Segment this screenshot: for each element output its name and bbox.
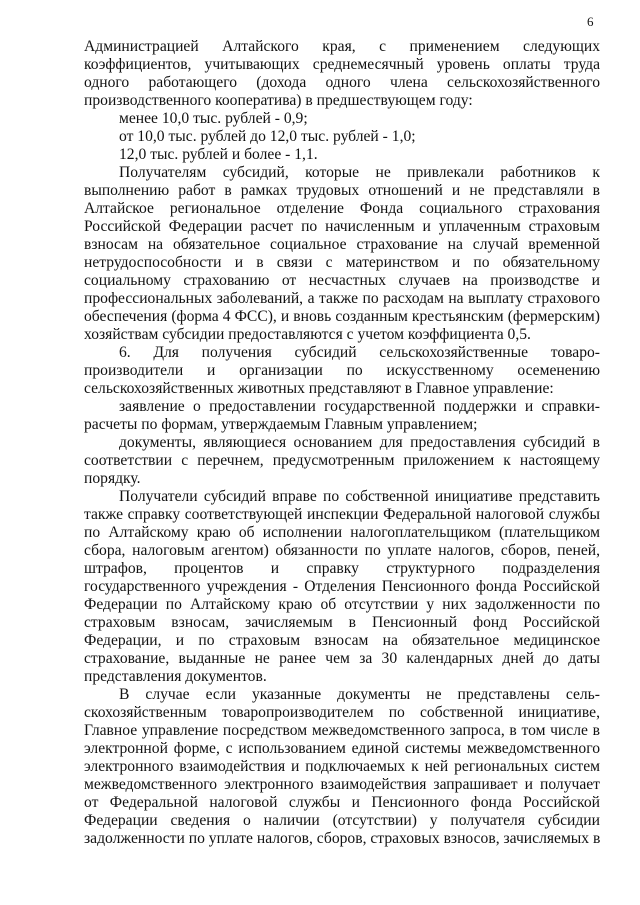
text-line: социальному страхованию от несчастных случаев на производстве и [84,272,600,289]
text-line: электронного взаимодействия и подключаемых к ней региональных систем [84,758,600,775]
text-line: задолженности по уплате налогов, сборов, страховых взносов, зачисляемых в [84,830,600,847]
text-line: по Алтайскому краю об исполнении налогоплательщиком (плательщиком [84,524,600,541]
text-line: 6. Для получения субсидий сельскохозяйственные товаро- [119,344,600,361]
text-line: коэффициентов, учитывающих среднемесячный уровень оплаты труда [84,56,600,73]
text-line: Главное управление посредством межведомственного запроса, в том числе в [84,722,600,739]
text-line: выполнению работ в рамках трудовых отношений и не представляли в [84,182,600,199]
text-line: Получатели субсидий вправе по собственной инициативе представить [119,488,600,505]
text-line: обеспечения (форма 4 ФСС), и вновь созданным крестьянским (фермерским) [84,308,600,325]
text-line: одного работающего (дохода одного члена сельскохозяйственного [84,74,600,91]
text-line: производственного кооператива) в предшествующем году: [84,92,473,109]
text-line: межведомственного электронного взаимодействия запрашивает и получает [84,776,600,793]
text-line: скохозяйственным товаропроизводителем по собственной инициативе, [84,704,600,721]
text-line: производители и организации по искусственному осеменению [84,362,600,379]
text-line: страхование, выданные не ранее чем за 30 календарных дней до даты [84,650,600,667]
text-line: хозяйствам субсидии предоставляются с учетом коэффициента 0,5. [84,326,531,343]
text-line: соответствии с перечнем, предусмотренным приложением к настоящему [84,452,600,469]
text-line: документы, являющиеся основанием для предоставления субсидий в [119,434,600,451]
text-line: электронной форме, с использованием единой системы межведомственного [84,740,600,757]
text-line: Администрацией Алтайского края, с применением следующих [84,38,600,55]
text-line: сельскохозяйственных животных представляют в Главное управление: [84,380,554,397]
text-line: Федерации, и по страховым взносам на обязательное медицинское [84,632,600,649]
text-line: от Федеральной налоговой службы и Пенсионного фонда Российской [84,794,600,811]
text-line: Российской Федерации расчет по начисленным и уплаченным страховым [84,218,600,235]
text-line: страховым взносам, зачисляемым в Пенсионный фонд Российской [84,614,600,631]
text-line: 12,0 тыс. рублей и более - 1,1. [119,146,318,163]
text-line: расчеты по формам, утверждаемым Главным управлением; [84,416,478,433]
text-line: государственного учреждения - Отделения Пенсионного фонда Российской [84,578,600,595]
document-body [84,38,600,848]
text-line: взносам на обязательное социальное страхование на случай временной [84,236,600,253]
text-line: представления документов. [84,668,267,685]
text-line: Федерации сведения о наличии (отсутствии) у получателя субсидии [84,812,600,829]
text-line: В случае если указанные документы не представлены сель- [119,686,600,703]
text-line: также справку соответствующей инспекции Федеральной налоговой службы [84,506,600,523]
text-line: Федерации по Алтайскому краю об отсутствии у них задолженности по [84,596,600,613]
page-number: 6 [587,14,594,29]
text-line: от 10,0 тыс. рублей до 12,0 тыс. рублей - 1,0; [119,128,416,145]
text-line: Получателям субсидий, которые не привлекали работников к [119,164,600,181]
text-line: штрафов, процентов и справку структурного подразделения [84,560,600,577]
text-line: Алтайское региональное отделение Фонда социального страхования [84,200,600,217]
text-line: профессиональных заболеваний, а также по расходам на выплату страхового [84,290,600,307]
text-line: заявление о предоставлении государственной поддержки и справки- [119,398,600,415]
text-line: нетрудоспособности и в связи с материнством и по обязательному [84,254,600,271]
text-line: менее 10,0 тыс. рублей - 0,9; [119,110,308,127]
text-line: порядку. [84,470,141,487]
text-line: сбора, налоговым агентом) обязанности по уплате налогов, сборов, пеней, [84,542,600,559]
